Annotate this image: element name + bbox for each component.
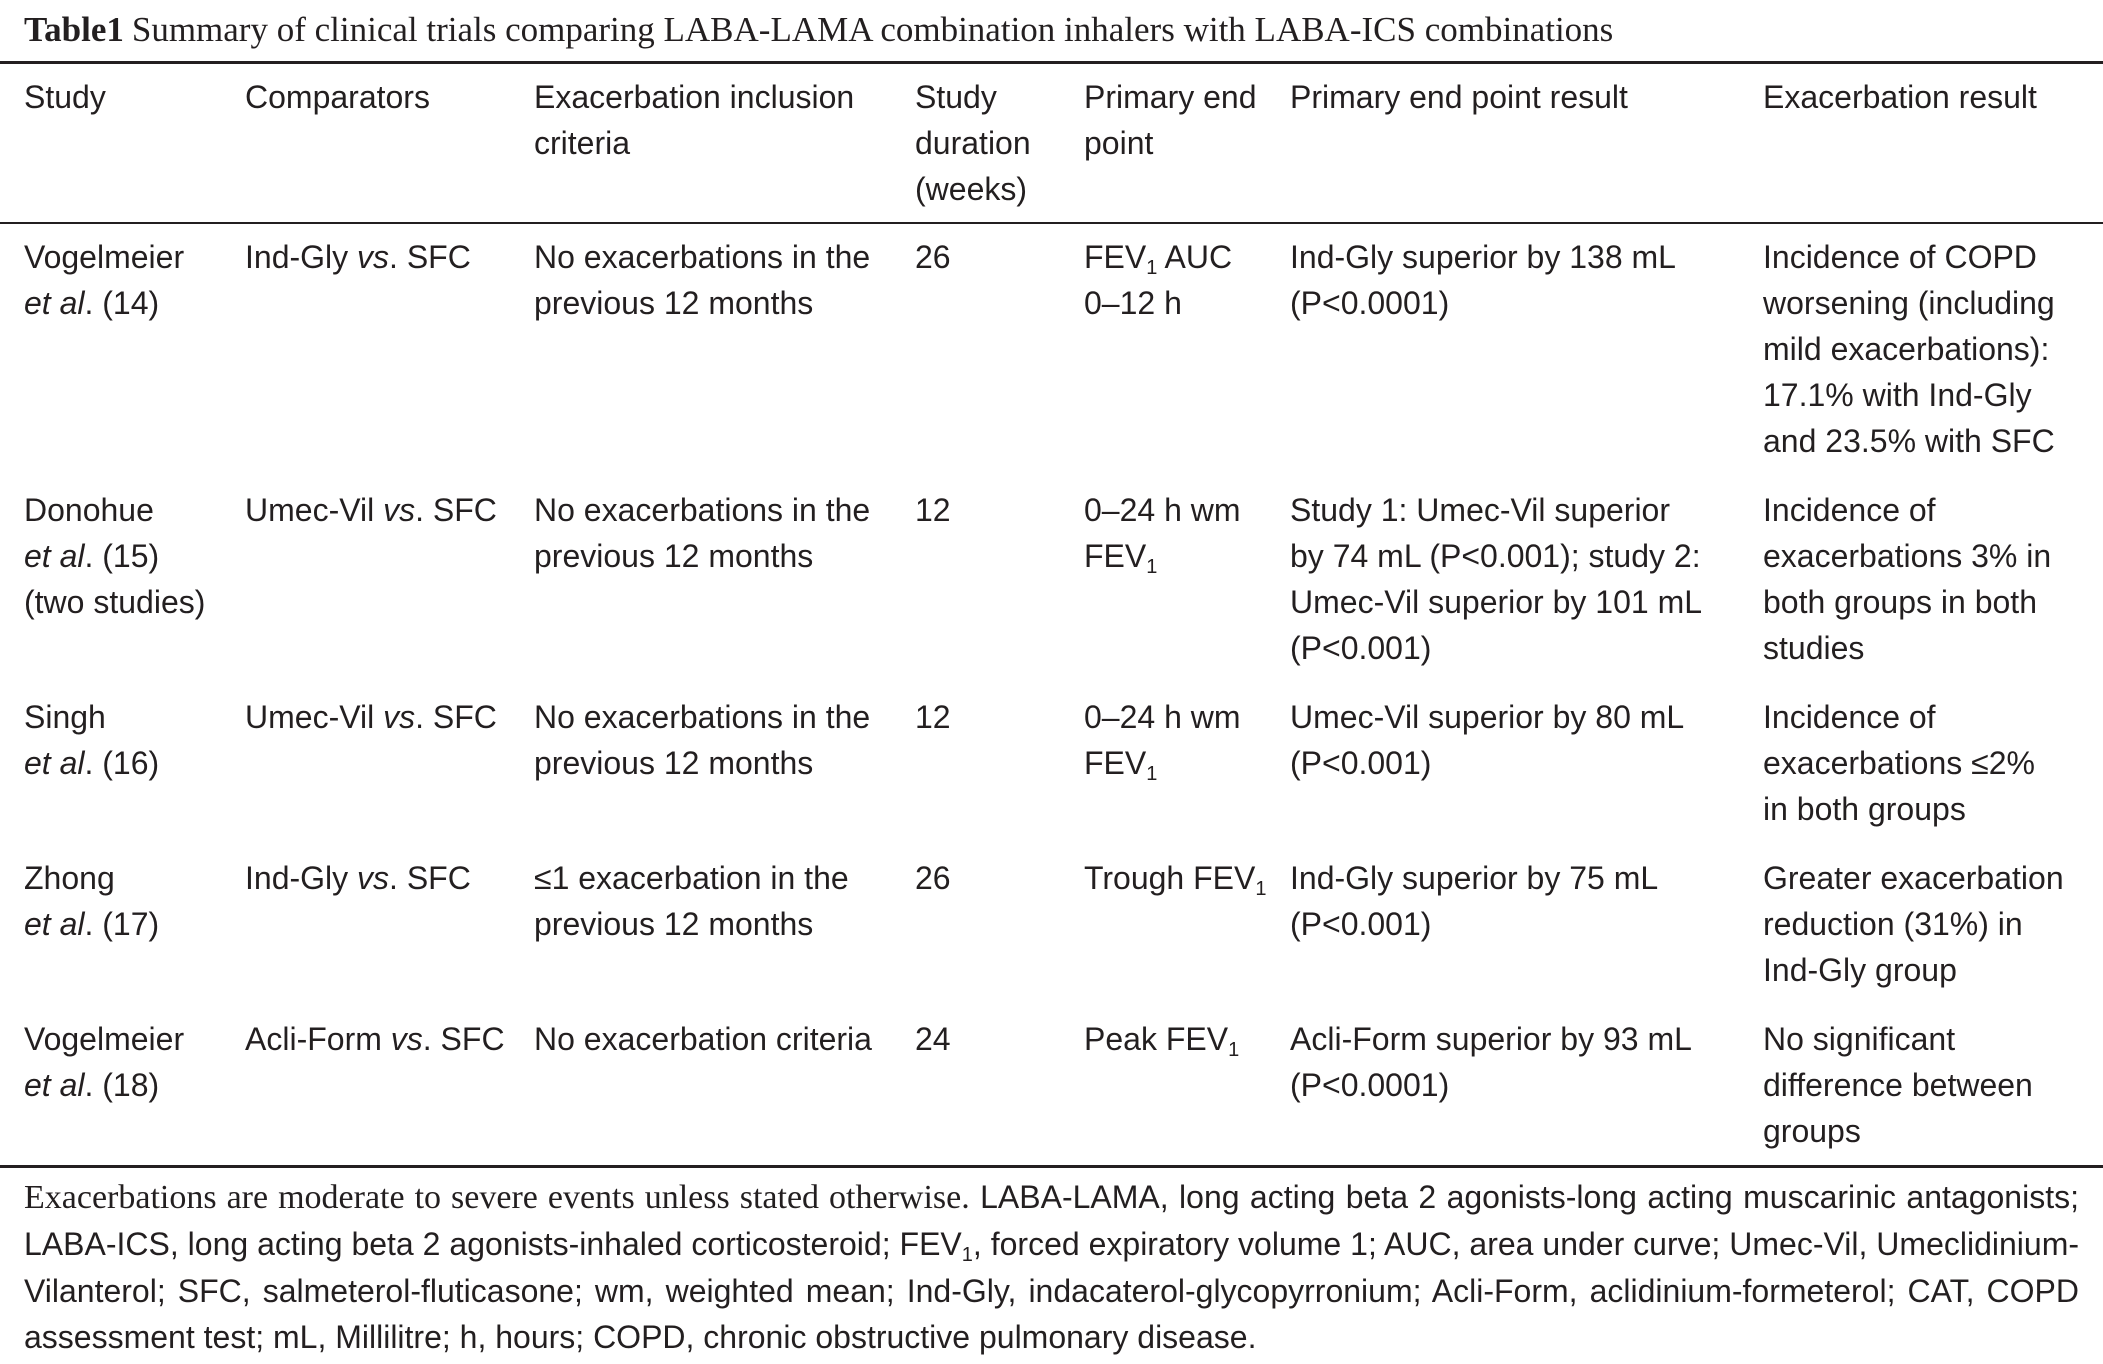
cell-comparators: Umec-Vil vs. SFC xyxy=(245,492,497,528)
cell-comparators: Acli-Form vs. SFC xyxy=(245,1021,505,1057)
cell-study: Singh et al. (16) xyxy=(24,699,160,781)
cell-duration: 12 xyxy=(915,699,951,735)
header-primary-endpoint: Primary end point xyxy=(1084,79,1257,161)
table-caption xyxy=(24,8,2084,52)
table-title: Summary of clinical trials comparing LABA-LAMA combination inhalers with LABA-ICS combinations xyxy=(131,10,1614,49)
header-primary-endpoint-result: Primary end point result xyxy=(1290,79,1628,115)
cell-exacerbation-result: Greater exacerbation reduction (31%) in Ind-Gly group xyxy=(1763,860,2064,988)
header-study: Study xyxy=(24,79,106,115)
header-rule xyxy=(0,222,2103,224)
cell-study: Donohue et al. (15) (two studies) xyxy=(24,492,206,620)
cell-primary-endpoint: 0–24 h wm $FEV_1$ xyxy=(1084,492,1241,578)
cell-duration: 26 xyxy=(915,239,951,275)
table-footnote: Exacerbations are moderate to severe events unless stated otherwise. LABA-LAMA, long acting beta 2 agonists-long acting muscarinic antagonists; LABA-ICS, long acting beta 2 agonists-inhaled corticosteroid; $FEV_1$, forced expiratory volume 1; AUC, area under curve; Umec-Vil, Umeclidinium-Vilanterol; SFC, salmeterol-fluticasone; wm, weighted mean; Ind-Gly, indacaterol-glycopyrronium; Acli-Form, aclidinium-formeterol; CAT, COPD assessment test; mL, Millilitre; h, hours; COPD, chronic obstructive pulmonary disease. xyxy=(24,1179,2080,1356)
cell-endpoint-result: Umec-Vil superior by 80 mL (P<0.001) xyxy=(1290,699,1685,781)
top-rule xyxy=(0,61,2103,64)
cell-primary-endpoint: $FEV_1$ AUC 0–12 h xyxy=(1084,239,1233,321)
table-label: Table1 xyxy=(24,10,124,49)
cell-endpoint-result: Ind-Gly superior by 138 mL (P<0.0001) xyxy=(1290,239,1676,321)
cell-duration: 24 xyxy=(915,1021,951,1057)
cell-study: Vogelmeier et al. (14) xyxy=(24,239,185,321)
cell-exacerbation-result: No significant difference between groups xyxy=(1763,1021,2033,1149)
cell-exacerbation-result: Incidence of COPD worsening (including mild exacerbations): 17.1% with Ind-Gly and 23.5% with SFC xyxy=(1763,239,2055,459)
cell-exacerbation-criteria: No exacerbation criteria xyxy=(534,1021,872,1057)
cell-comparators: Umec-Vil vs. SFC xyxy=(245,699,497,735)
cell-comparators: Ind-Gly vs. SFC xyxy=(245,860,471,896)
cell-exacerbation-criteria: No exacerbations in the previous 12 months xyxy=(534,699,871,781)
cell-exacerbation-criteria: ≤1 exacerbation in the previous 12 months xyxy=(534,860,849,942)
cell-endpoint-result: Acli-Form superior by 93 mL (P<0.0001) xyxy=(1290,1021,1692,1103)
cell-endpoint-result: Ind-Gly superior by 75 mL (P<0.001) xyxy=(1290,860,1659,942)
cell-exacerbation-criteria: No exacerbations in the previous 12 months xyxy=(534,492,871,574)
header-exacerbation-criteria: Exacerbation inclusion criteria xyxy=(534,79,855,161)
header-exacerbation-result: Exacerbation result xyxy=(1763,79,2037,115)
footnote-lead: Exacerbations are moderate to severe events unless stated otherwise. xyxy=(24,1179,970,1216)
footnote-body: LABA-LAMA, long acting beta 2 agonists-long acting muscarinic antagonists; LABA-ICS, long acting beta 2 agonists-inhaled corticosteroid; FEV xyxy=(24,1179,2079,1263)
cell-endpoint-result: Study 1: Umec-Vil superior by 74 mL (P<0.001); study 2: Umec-Vil superior by 101 mL (P<0.001) xyxy=(1290,492,1703,666)
header-study-duration: Study duration (weeks) xyxy=(915,79,1031,207)
cell-duration: 26 xyxy=(915,860,951,896)
cell-primary-endpoint: Peak $FEV_1$ xyxy=(1084,1021,1240,1061)
cell-exacerbation-criteria: No exacerbations in the previous 12 months xyxy=(534,239,871,321)
cell-exacerbation-result: Incidence of exacerbations 3% in both groups in both studies xyxy=(1763,492,2052,666)
cell-comparators: Ind-Gly vs. SFC xyxy=(245,239,471,275)
bottom-rule xyxy=(0,1165,2103,1168)
cell-primary-endpoint: 0–24 h wm $FEV_1$ xyxy=(1084,699,1241,785)
cell-exacerbation-result: Incidence of exacerbations ≤2% in both groups xyxy=(1763,699,2035,827)
cell-duration: 12 xyxy=(915,492,951,528)
header-comparators: Comparators xyxy=(245,79,430,115)
cell-study: Vogelmeier et al. (18) xyxy=(24,1021,185,1103)
cell-study: Zhong et al. (17) xyxy=(24,860,160,942)
cell-primary-endpoint: Trough $FEV_1$ xyxy=(1084,860,1267,900)
